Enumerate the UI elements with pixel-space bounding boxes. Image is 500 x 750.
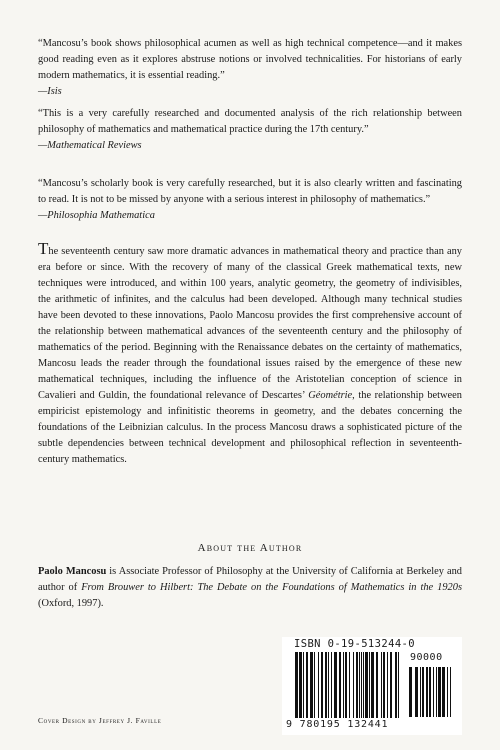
barcode-bar bbox=[422, 667, 424, 717]
barcode-bar bbox=[395, 652, 397, 718]
barcode-bar bbox=[420, 667, 421, 717]
barcode-bar bbox=[310, 652, 313, 718]
barcode-bar bbox=[356, 652, 358, 718]
quote-text: “Mancosu’s scholarly book is very carefully researched, but it is also clearly written and fascinating to read. It is not to be missed by anyone with a serious interest in philosophy of mathematics.” bbox=[38, 178, 462, 205]
about-author-text bbox=[38, 564, 462, 612]
barcode-digits: 9 780195 132441 bbox=[286, 719, 389, 730]
quote-source: —Mathematical Reviews bbox=[38, 140, 142, 151]
quote-source: —Philosophia Mathematica bbox=[38, 210, 155, 221]
barcode-bar bbox=[339, 652, 341, 718]
barcode-bar bbox=[303, 652, 304, 718]
drop-cap: T bbox=[38, 239, 49, 258]
quote-text: “This is a very carefully researched and documented analysis of the rich relationship between philosophy of mathematics and mathematical practice during the 17th century.” bbox=[38, 108, 462, 135]
barcode-bar bbox=[365, 652, 368, 718]
review-quote-philosophia-mathematica bbox=[38, 176, 462, 224]
barcode-bar bbox=[381, 652, 382, 718]
barcode-bar bbox=[409, 667, 412, 717]
barcode-bar bbox=[371, 652, 374, 718]
barcode-bar bbox=[383, 652, 385, 718]
barcode-bar bbox=[314, 652, 315, 718]
barcode-bar bbox=[390, 652, 392, 718]
author-book-title: From Brouwer to Hilbert: The Debate on the Foundations of Mathematics in the 1920s bbox=[81, 582, 462, 593]
barcode-bar bbox=[450, 667, 451, 717]
barcode-bar bbox=[359, 652, 360, 718]
barcode-bar bbox=[299, 652, 302, 718]
barcode-bar bbox=[363, 652, 364, 718]
description-text: he seventeenth century saw more dramatic advances in mathematical theory and practice than any era before or since. With the recovery of many of the classical Greek mathematical texts, new techniques were introduced, and within 100 years, analytic geometry, the geometry of indivisibles, the arithmetic of infinites, and the calculus had been developed. Although many technical studies have been devoted to these innovations, Paolo Mancosu provides the first comprehensive account of the relationship between mathematical advances of the seventeenth century and the philosophy of mathematics of the period. Beginning with the Renaissance debates on the certainty of mathematics, Mancosu leads the reader through the foundational issues raised by the emergence of these new mathematical techniques, including the influence of the Aristotelian conception of science in Cavalieri and Guldin, the foundational relevance of Descartes’ bbox=[38, 246, 462, 401]
barcode-bar bbox=[376, 652, 378, 718]
barcode-bar bbox=[343, 652, 344, 718]
barcode-bar bbox=[318, 652, 319, 718]
barcode-bar bbox=[328, 652, 329, 718]
barcode-bar bbox=[442, 667, 445, 717]
ean-barcode-bars bbox=[294, 652, 402, 720]
barcode-bar bbox=[325, 652, 327, 718]
barcode-bar bbox=[353, 652, 354, 718]
addon-digits: 90000 bbox=[410, 652, 443, 663]
cover-design-credit: Cover Design by Jeffrey J. Faville bbox=[38, 716, 162, 725]
book-description bbox=[38, 239, 462, 468]
review-quote-isis bbox=[38, 36, 462, 100]
isbn-label: ISBN 0-19-513244-0 bbox=[294, 638, 415, 650]
addon-barcode-bars bbox=[408, 667, 454, 719]
barcode-bar bbox=[415, 667, 418, 717]
barcode-bar bbox=[447, 667, 448, 717]
description-text-end: , the relationship between empiricist epistemology and infinitistic theorems in geometry, and the debates concerning the foundations of the Leibnizian calculus. In the process Mancosu draws a sophisticated picture of the subtle dependencies between technical development and philosophical reflection in seventeenth-century mathematics. bbox=[38, 390, 462, 465]
barcode-bar bbox=[334, 652, 337, 718]
barcode-bar bbox=[387, 652, 388, 718]
barcode-bar bbox=[429, 667, 431, 717]
barcode-bar bbox=[436, 667, 437, 717]
barcode-bar bbox=[426, 667, 428, 717]
description-italic-title: Géométrie bbox=[308, 390, 353, 401]
barcode-bar bbox=[331, 652, 332, 718]
barcode-bar bbox=[433, 667, 434, 717]
barcode-bar bbox=[349, 652, 350, 718]
quote-source: —Isis bbox=[38, 86, 62, 97]
review-quote-mathematical-reviews bbox=[38, 106, 462, 154]
about-text-part2: (Oxford, 1997). bbox=[38, 598, 104, 609]
barcode-bar bbox=[438, 667, 441, 717]
quote-text: “Mancosu’s book shows philosophical acumen as well as high technical competence—and it makes good reading even as it explores abstruse notions or involved technicalities. For historians of early modern mathematics, it is essential reading.” bbox=[38, 38, 462, 81]
barcode-bar bbox=[398, 652, 399, 718]
barcode-bar bbox=[321, 652, 323, 718]
barcode-bar bbox=[295, 652, 298, 718]
author-name: Paolo Mancosu bbox=[38, 566, 107, 577]
barcode-bar bbox=[306, 652, 308, 718]
barcode-bar bbox=[369, 652, 370, 718]
about-author-heading: About the Author bbox=[197, 542, 303, 554]
barcode bbox=[282, 637, 462, 735]
about-text-part1: is Associate Professor of Philosophy at the University of California at Berkeley and author of bbox=[38, 566, 462, 593]
barcode-bar bbox=[345, 652, 347, 718]
barcode-bar bbox=[361, 652, 362, 718]
